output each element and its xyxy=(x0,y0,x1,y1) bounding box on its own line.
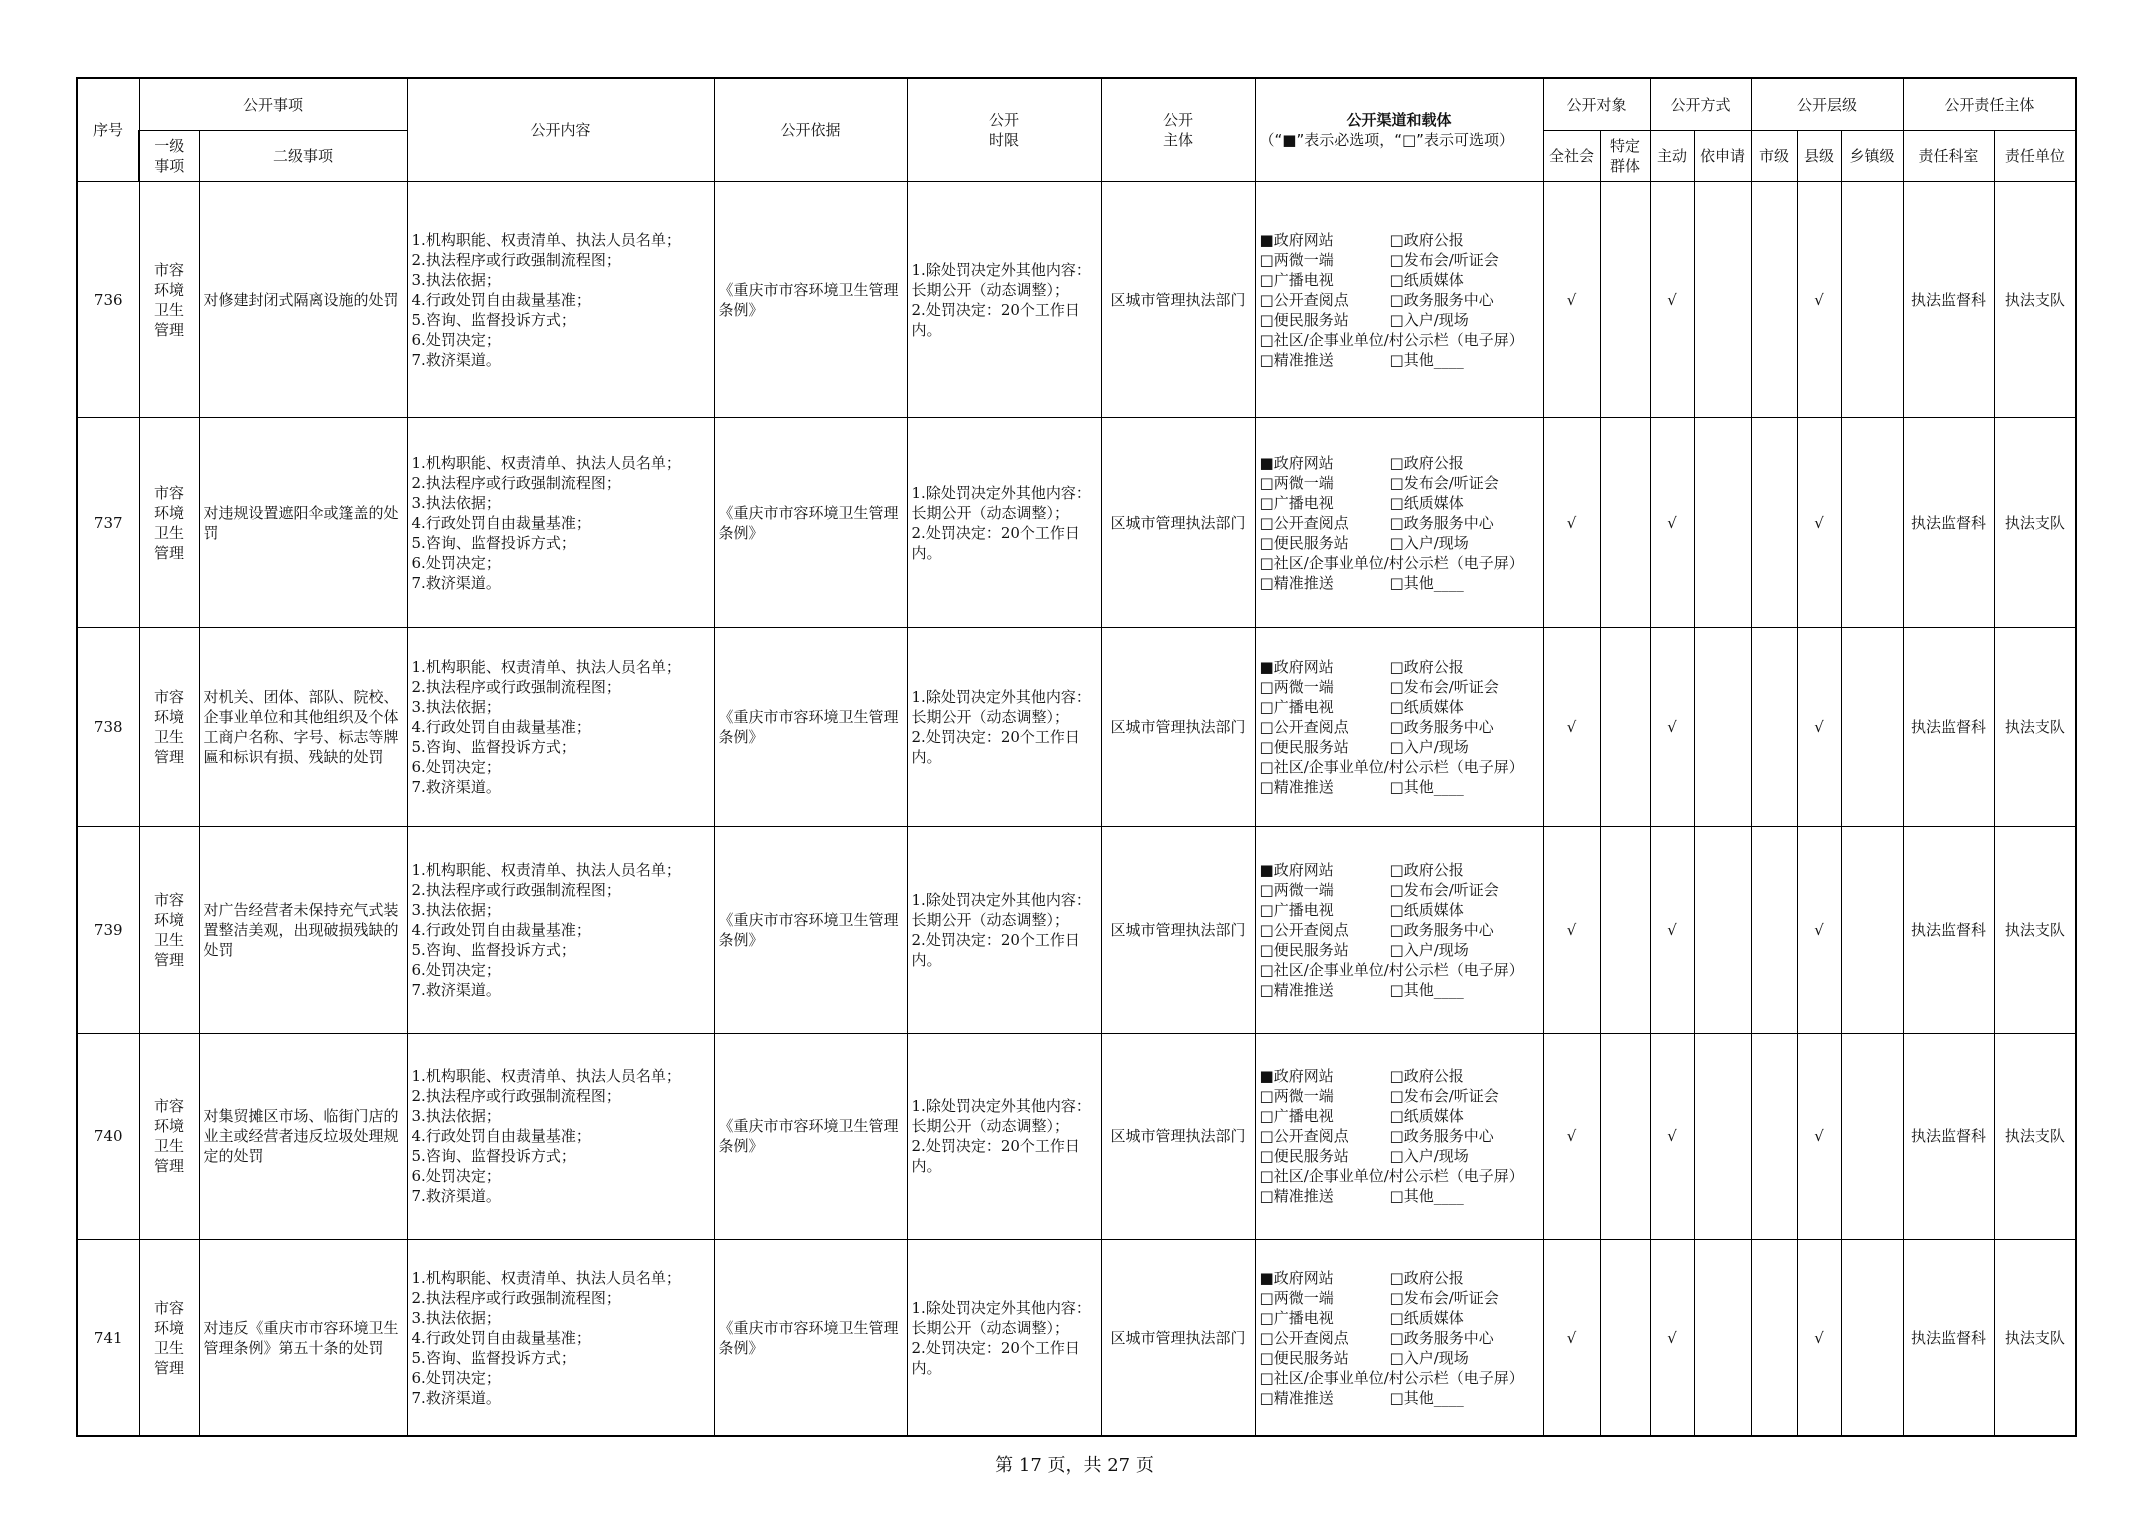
col-method-active-header: 主动 xyxy=(1650,131,1694,182)
content-line: 7.救济渠道。 xyxy=(411,980,501,999)
target-all-mark: √ xyxy=(1543,1033,1600,1239)
level-county-mark: √ xyxy=(1797,1033,1841,1239)
period-text xyxy=(907,827,1101,1033)
channel-option: □广播电视 xyxy=(1259,900,1334,919)
method-active-mark: √ xyxy=(1650,181,1694,418)
channel-option: □发布会/听证会 xyxy=(1389,1288,1499,1307)
target-all-mark: √ xyxy=(1543,627,1600,826)
row-number: 736 xyxy=(77,181,139,418)
channel-option: □政府公报 xyxy=(1389,860,1464,879)
subject-text: 区城市管理执法部门 xyxy=(1101,181,1255,418)
subject-text: 区城市管理执法部门 xyxy=(1101,1240,1255,1436)
content-list xyxy=(407,1033,714,1239)
content-line: 3.执法依据； xyxy=(411,270,501,289)
col-level2-header: 二级事项 xyxy=(199,131,407,182)
method-apply-mark xyxy=(1694,1033,1751,1239)
period-line: 2.处罚决定：20个工作日内。 xyxy=(911,300,1080,339)
col-basis-header: 公开依据 xyxy=(714,78,907,181)
period-line: 2.处罚决定：20个工作日内。 xyxy=(911,1137,1080,1176)
content-line: 7.救济渠道。 xyxy=(411,778,501,797)
content-line: 1.机构职能、权责清单、执法人员名单； xyxy=(411,230,681,249)
resp-unit: 执法支队 xyxy=(1994,181,2076,418)
content-line: 3.执法依据； xyxy=(411,900,501,919)
resp-unit: 执法支队 xyxy=(1994,627,2076,826)
channel-option: □两微一端 xyxy=(1259,1288,1334,1307)
content-line: 7.救济渠道。 xyxy=(411,350,501,369)
level1-text: 市容环境卫生管理 xyxy=(153,483,184,562)
content-line: 3.执法依据； xyxy=(411,698,501,717)
level-town-mark xyxy=(1841,827,1903,1033)
content-line: 2.执法程序或行政强制流程图； xyxy=(411,250,621,269)
channel-option: □政务服务中心 xyxy=(1389,718,1494,737)
channel-option: □纸质媒体 xyxy=(1389,1107,1464,1126)
channel-option: □政府公报 xyxy=(1389,658,1464,677)
content-line: 5.咨询、监督投诉方式； xyxy=(411,533,576,552)
channel-option: □广播电视 xyxy=(1259,1308,1334,1327)
content-line: 6.处罚决定； xyxy=(411,553,501,572)
channel-option: □政府公报 xyxy=(1389,453,1464,472)
subject-text: 区城市管理执法部门 xyxy=(1101,1033,1255,1239)
basis-text: 《重庆市市容环境卫生管理条例》 xyxy=(714,1240,907,1436)
channel-option: □广播电视 xyxy=(1259,698,1334,717)
content-line: 5.咨询、监督投诉方式； xyxy=(411,1348,576,1367)
channel-option: □公开查阅点 xyxy=(1259,1328,1349,1347)
col-target-header: 公开对象 xyxy=(1543,78,1650,131)
disclosure-table xyxy=(76,77,2077,1437)
resp-office: 执法监督科 xyxy=(1903,1240,1994,1436)
level1-text: 市容环境卫生管理 xyxy=(153,1298,184,1377)
table-row xyxy=(77,181,2076,418)
channel-option: □入户/现场 xyxy=(1389,940,1469,959)
content-line: 4.行政处罚自由裁量基准； xyxy=(411,513,591,532)
content-line: 5.咨询、监督投诉方式； xyxy=(411,940,576,959)
period-line: 2.处罚决定：20个工作日内。 xyxy=(911,728,1080,767)
channel-option: □两微一端 xyxy=(1259,1087,1334,1106)
channel-list xyxy=(1255,181,1543,418)
level-town-mark xyxy=(1841,181,1903,418)
content-line: 1.机构职能、权责清单、执法人员名单； xyxy=(411,1268,681,1287)
content-line: 1.机构职能、权责清单、执法人员名单； xyxy=(411,658,681,677)
method-apply-mark xyxy=(1694,1240,1751,1436)
content-line: 6.处罚决定； xyxy=(411,1368,501,1387)
channel-option: □社区/企事业单位/村公示栏（电子屏） xyxy=(1259,1167,1524,1186)
channel-option: □纸质媒体 xyxy=(1389,493,1464,512)
level-town-mark xyxy=(1841,418,1903,627)
channel-option: □公开查阅点 xyxy=(1259,920,1349,939)
level-city-mark xyxy=(1751,627,1797,826)
target-specific-mark xyxy=(1600,1033,1650,1239)
basis-text: 《重庆市市容环境卫生管理条例》 xyxy=(714,181,907,418)
channel-note: （“■”表示必选项，“□”表示可选项） xyxy=(1259,130,1514,149)
method-active-mark: √ xyxy=(1650,418,1694,627)
resp-office: 执法监督科 xyxy=(1903,627,1994,826)
period-line: 1.除处罚决定外其他内容：长期公开（动态调整）； xyxy=(911,260,1091,299)
col-target-specific-header: 特定群体 xyxy=(1600,131,1650,182)
channel-option: □两微一端 xyxy=(1259,678,1334,697)
channel-option: □纸质媒体 xyxy=(1389,900,1464,919)
level2-item: 对广告经营者未保持充气式装置整洁美观，出现破损残缺的处罚 xyxy=(199,827,407,1033)
content-line: 2.执法程序或行政强制流程图； xyxy=(411,1288,621,1307)
channel-option: □社区/企事业单位/村公示栏（电子屏） xyxy=(1259,330,1524,349)
channel-option: ■政府网站 xyxy=(1259,1268,1334,1287)
channel-option: ■政府网站 xyxy=(1259,230,1334,249)
channel-option: □发布会/听证会 xyxy=(1389,1087,1499,1106)
target-specific-mark xyxy=(1600,1240,1650,1436)
period-line: 1.除处罚决定外其他内容：长期公开（动态调整）； xyxy=(911,1298,1091,1337)
method-apply-mark xyxy=(1694,418,1751,627)
channel-option: □公开查阅点 xyxy=(1259,718,1349,737)
content-line: 6.处罚决定； xyxy=(411,1167,501,1186)
method-active-mark: √ xyxy=(1650,627,1694,826)
subject-text: 区城市管理执法部门 xyxy=(1101,418,1255,627)
table-row xyxy=(77,827,2076,1033)
period-line: 2.处罚决定：20个工作日内。 xyxy=(911,1338,1080,1377)
level1-item xyxy=(139,627,199,826)
channel-list xyxy=(1255,627,1543,826)
level1-text: 市容环境卫生管理 xyxy=(153,890,184,969)
level1-text: 市容环境卫生管理 xyxy=(153,260,184,339)
channel-option: □政务服务中心 xyxy=(1389,1328,1494,1347)
col-resp-header: 公开责任主体 xyxy=(1903,78,2076,131)
period-line: 2.处罚决定：20个工作日内。 xyxy=(911,523,1080,562)
target-all-mark: √ xyxy=(1543,1240,1600,1436)
col-level-header: 公开层级 xyxy=(1751,78,1903,131)
method-active-mark: √ xyxy=(1650,1033,1694,1239)
content-list xyxy=(407,181,714,418)
channel-option: □精准推送 xyxy=(1259,980,1334,999)
col-level-county-header: 县级 xyxy=(1797,131,1841,182)
content-line: 7.救济渠道。 xyxy=(411,1388,501,1407)
period-text xyxy=(907,181,1101,418)
channel-list xyxy=(1255,1033,1543,1239)
level1-text: 市容环境卫生管理 xyxy=(153,688,184,767)
channel-option: □广播电视 xyxy=(1259,1107,1334,1126)
period-line: 1.除处罚决定外其他内容：长期公开（动态调整）； xyxy=(911,483,1091,522)
channel-option: □两微一端 xyxy=(1259,250,1334,269)
method-active-mark: √ xyxy=(1650,1240,1694,1436)
period-line: 2.处罚决定：20个工作日内。 xyxy=(911,930,1080,969)
header-row-1 xyxy=(77,78,2076,131)
col-channel-header xyxy=(1255,78,1543,181)
channel-option: □纸质媒体 xyxy=(1389,1308,1464,1327)
level-county-mark: √ xyxy=(1797,181,1841,418)
level1-item xyxy=(139,181,199,418)
level-city-mark xyxy=(1751,181,1797,418)
content-line: 4.行政处罚自由裁量基准； xyxy=(411,920,591,939)
content-line: 3.执法依据； xyxy=(411,493,501,512)
level2-item: 对修建封闭式隔离设施的处罚 xyxy=(199,181,407,418)
channel-option: □政务服务中心 xyxy=(1389,1127,1494,1146)
target-specific-mark xyxy=(1600,418,1650,627)
level2-item: 对违规设置遮阳伞或篷盖的处罚 xyxy=(199,418,407,627)
col-period-header: 公开时限 xyxy=(907,78,1101,181)
content-line: 7.救济渠道。 xyxy=(411,573,501,592)
subject-text: 区城市管理执法部门 xyxy=(1101,627,1255,826)
channel-option: □其他____ xyxy=(1389,1187,1464,1206)
method-apply-mark xyxy=(1694,827,1751,1033)
channel-option: □便民服务站 xyxy=(1259,1348,1349,1367)
level-town-mark xyxy=(1841,1240,1903,1436)
resp-unit: 执法支队 xyxy=(1994,827,2076,1033)
channel-option: □政府公报 xyxy=(1389,230,1464,249)
channel-option: □政务服务中心 xyxy=(1389,290,1494,309)
channel-option: □两微一端 xyxy=(1259,473,1334,492)
level-city-mark xyxy=(1751,827,1797,1033)
channel-option: □发布会/听证会 xyxy=(1389,678,1499,697)
channel-option: □便民服务站 xyxy=(1259,533,1349,552)
channel-option: □其他____ xyxy=(1389,778,1464,797)
channel-option: □便民服务站 xyxy=(1259,1147,1349,1166)
col-item-header: 公开事项 xyxy=(139,78,407,131)
channel-option: □其他____ xyxy=(1389,350,1464,369)
level1-item xyxy=(139,1033,199,1239)
channel-option: □政府公报 xyxy=(1389,1067,1464,1086)
basis-text: 《重庆市市容环境卫生管理条例》 xyxy=(714,1033,907,1239)
content-line: 2.执法程序或行政强制流程图； xyxy=(411,473,621,492)
level-county-mark: √ xyxy=(1797,1240,1841,1436)
channel-option: □社区/企事业单位/村公示栏（电子屏） xyxy=(1259,758,1524,777)
level-city-mark xyxy=(1751,418,1797,627)
period-line: 1.除处罚决定外其他内容：长期公开（动态调整）； xyxy=(911,1097,1091,1136)
period-text xyxy=(907,418,1101,627)
target-specific-mark xyxy=(1600,827,1650,1033)
table-row xyxy=(77,627,2076,826)
channel-option: □入户/现场 xyxy=(1389,310,1469,329)
content-line: 2.执法程序或行政强制流程图； xyxy=(411,880,621,899)
channel-option: □便民服务站 xyxy=(1259,738,1349,757)
content-line: 7.救济渠道。 xyxy=(411,1187,501,1206)
col-level-city-header: 市级 xyxy=(1751,131,1797,182)
channel-option: □入户/现场 xyxy=(1389,1348,1469,1367)
channel-option: □精准推送 xyxy=(1259,1388,1334,1407)
content-line: 6.处罚决定； xyxy=(411,758,501,777)
channel-option: □发布会/听证会 xyxy=(1389,880,1499,899)
level-city-mark xyxy=(1751,1033,1797,1239)
col-method-header: 公开方式 xyxy=(1650,78,1751,131)
col-content-header: 公开内容 xyxy=(407,78,714,181)
channel-option: □精准推送 xyxy=(1259,350,1334,369)
content-list xyxy=(407,827,714,1033)
channel-option: □广播电视 xyxy=(1259,493,1334,512)
period-text xyxy=(907,1033,1101,1239)
channel-option: □入户/现场 xyxy=(1389,738,1469,757)
period-line: 1.除处罚决定外其他内容：长期公开（动态调整）； xyxy=(911,890,1091,929)
channel-option: □两微一端 xyxy=(1259,880,1334,899)
row-number: 739 xyxy=(77,827,139,1033)
channel-option: □政府公报 xyxy=(1389,1268,1464,1287)
target-specific-mark xyxy=(1600,181,1650,418)
row-number: 738 xyxy=(77,627,139,826)
col-resp-office-header: 责任科室 xyxy=(1903,131,1994,182)
content-line: 4.行政处罚自由裁量基准； xyxy=(411,718,591,737)
channel-option: □精准推送 xyxy=(1259,778,1334,797)
channel-option: □公开查阅点 xyxy=(1259,1127,1349,1146)
channel-option: ■政府网站 xyxy=(1259,860,1334,879)
content-line: 2.执法程序或行政强制流程图； xyxy=(411,678,621,697)
target-all-mark: √ xyxy=(1543,418,1600,627)
content-line: 4.行政处罚自由裁量基准； xyxy=(411,1328,591,1347)
channel-option: □发布会/听证会 xyxy=(1389,473,1499,492)
level2-item: 对机关、团体、部队、院校、企事业单位和其他组织及个体工商户名称、字号、标志等牌匾和标识有损、残缺的处罚 xyxy=(199,627,407,826)
channel-option: □公开查阅点 xyxy=(1259,290,1349,309)
resp-unit: 执法支队 xyxy=(1994,1033,2076,1239)
basis-text: 《重庆市市容环境卫生管理条例》 xyxy=(714,627,907,826)
level-city-mark xyxy=(1751,1240,1797,1436)
channel-option: □入户/现场 xyxy=(1389,533,1469,552)
level-county-mark: √ xyxy=(1797,827,1841,1033)
level2-item: 对违反《重庆市市容环境卫生管理条例》第五十条的处罚 xyxy=(199,1240,407,1436)
col-seq-header: 序号 xyxy=(77,78,139,181)
content-list xyxy=(407,627,714,826)
channel-option: □社区/企事业单位/村公示栏（电子屏） xyxy=(1259,960,1524,979)
channel-option: □广播电视 xyxy=(1259,270,1334,289)
method-apply-mark xyxy=(1694,181,1751,418)
channel-option: □公开查阅点 xyxy=(1259,513,1349,532)
method-apply-mark xyxy=(1694,627,1751,826)
target-all-mark: √ xyxy=(1543,181,1600,418)
content-line: 4.行政处罚自由裁量基准； xyxy=(411,290,591,309)
col-level-town-header: 乡镇级 xyxy=(1841,131,1903,182)
channel-list xyxy=(1255,418,1543,627)
content-line: 2.执法程序或行政强制流程图； xyxy=(411,1087,621,1106)
channel-list xyxy=(1255,827,1543,1033)
channel-option: □便民服务站 xyxy=(1259,940,1349,959)
table-row xyxy=(77,1240,2076,1436)
level-county-mark: √ xyxy=(1797,627,1841,826)
channel-title: 公开渠道和载体 xyxy=(1346,110,1452,129)
channel-option: ■政府网站 xyxy=(1259,1067,1334,1086)
subject-text: 区城市管理执法部门 xyxy=(1101,827,1255,1033)
level2-item: 对集贸摊区市场、临街门店的业主或经营者违反垃圾处理规定的处罚 xyxy=(199,1033,407,1239)
channel-option: □纸质媒体 xyxy=(1389,698,1464,717)
row-number: 740 xyxy=(77,1033,139,1239)
channel-option: □发布会/听证会 xyxy=(1389,250,1499,269)
target-specific-mark xyxy=(1600,627,1650,826)
resp-office: 执法监督科 xyxy=(1903,1033,1994,1239)
channel-option: □便民服务站 xyxy=(1259,310,1349,329)
resp-unit: 执法支队 xyxy=(1994,1240,2076,1436)
level1-item xyxy=(139,418,199,627)
content-line: 6.处罚决定； xyxy=(411,960,501,979)
content-line: 4.行政处罚自由裁量基准； xyxy=(411,1127,591,1146)
content-line: 5.咨询、监督投诉方式； xyxy=(411,738,576,757)
channel-option: □纸质媒体 xyxy=(1389,270,1464,289)
channel-option: □其他____ xyxy=(1389,1388,1464,1407)
col-target-all-header: 全社会 xyxy=(1543,131,1600,182)
content-line: 6.处罚决定； xyxy=(411,330,501,349)
channel-option: □精准推送 xyxy=(1259,1187,1334,1206)
content-list xyxy=(407,418,714,627)
col-level1-header: 一级事项 xyxy=(139,131,199,182)
channel-option: □政务服务中心 xyxy=(1389,920,1494,939)
col-subject-header: 公开主体 xyxy=(1101,78,1255,181)
table-row xyxy=(77,418,2076,627)
channel-option: □精准推送 xyxy=(1259,573,1334,592)
channel-option: □社区/企事业单位/村公示栏（电子屏） xyxy=(1259,553,1524,572)
table-row xyxy=(77,1033,2076,1239)
target-all-mark: √ xyxy=(1543,827,1600,1033)
content-list xyxy=(407,1240,714,1436)
period-text xyxy=(907,627,1101,826)
level-county-mark: √ xyxy=(1797,418,1841,627)
channel-option: □社区/企事业单位/村公示栏（电子屏） xyxy=(1259,1368,1524,1387)
basis-text: 《重庆市市容环境卫生管理条例》 xyxy=(714,827,907,1033)
content-line: 1.机构职能、权责清单、执法人员名单； xyxy=(411,1067,681,1086)
resp-office: 执法监督科 xyxy=(1903,827,1994,1033)
channel-option: ■政府网站 xyxy=(1259,658,1334,677)
channel-option: ■政府网站 xyxy=(1259,453,1334,472)
method-active-mark: √ xyxy=(1650,827,1694,1033)
level1-text: 市容环境卫生管理 xyxy=(153,1097,184,1176)
level1-item xyxy=(139,1240,199,1436)
channel-option: □其他____ xyxy=(1389,980,1464,999)
period-text xyxy=(907,1240,1101,1436)
content-line: 3.执法依据； xyxy=(411,1107,501,1126)
period-line: 1.除处罚决定外其他内容：长期公开（动态调整）； xyxy=(911,688,1091,727)
row-number: 737 xyxy=(77,418,139,627)
level-town-mark xyxy=(1841,627,1903,826)
content-line: 1.机构职能、权责清单、执法人员名单； xyxy=(411,860,681,879)
content-line: 3.执法依据； xyxy=(411,1308,501,1327)
content-line: 5.咨询、监督投诉方式； xyxy=(411,1147,576,1166)
resp-unit: 执法支队 xyxy=(1994,418,2076,627)
resp-office: 执法监督科 xyxy=(1903,418,1994,627)
content-line: 1.机构职能、权责清单、执法人员名单； xyxy=(411,453,681,472)
col-method-apply-header: 依申请 xyxy=(1694,131,1751,182)
basis-text: 《重庆市市容环境卫生管理条例》 xyxy=(714,418,907,627)
channel-option: □政务服务中心 xyxy=(1389,513,1494,532)
channel-list xyxy=(1255,1240,1543,1436)
channel-option: □入户/现场 xyxy=(1389,1147,1469,1166)
col-resp-unit-header: 责任单位 xyxy=(1994,131,2076,182)
content-line: 5.咨询、监督投诉方式； xyxy=(411,310,576,329)
channel-option: □其他____ xyxy=(1389,573,1464,592)
page-footer: 第 17 页，共 27 页 xyxy=(995,1455,1154,1476)
level-town-mark xyxy=(1841,1033,1903,1239)
level1-item xyxy=(139,827,199,1033)
resp-office: 执法监督科 xyxy=(1903,181,1994,418)
row-number: 741 xyxy=(77,1240,139,1436)
